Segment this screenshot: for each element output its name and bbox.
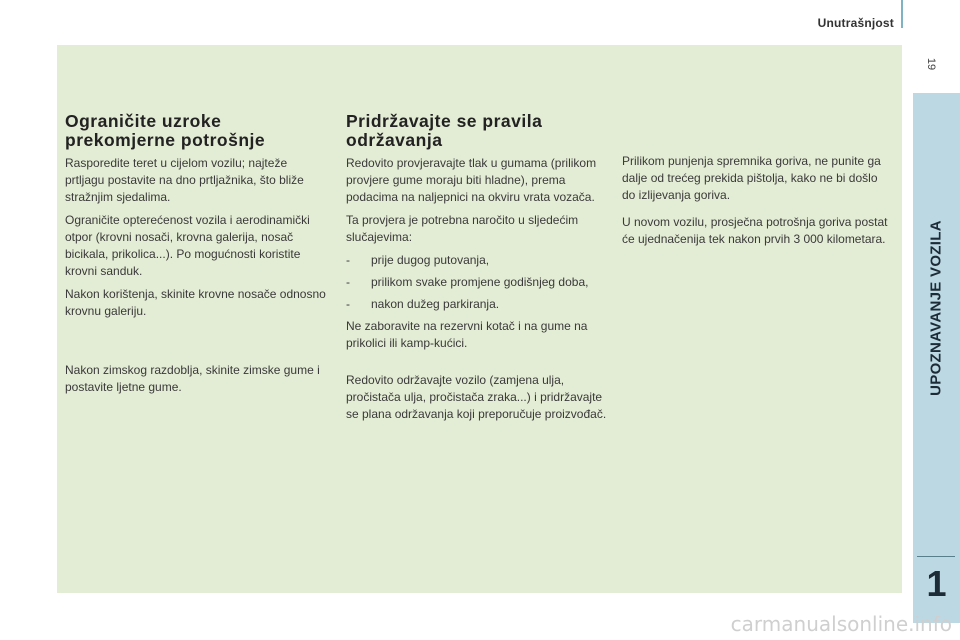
chapter-number: 1	[926, 563, 947, 604]
chapter-divider	[917, 556, 955, 557]
list-item: - prije dugog putovanja,	[346, 253, 490, 267]
heading-consumption: Ograničite uzroke prekomjerne potrošnje	[65, 111, 266, 150]
column-fuel	[622, 153, 890, 254]
list-item: - nakon dužeg parkiranja.	[346, 297, 500, 311]
paragraph-check-cases: Ta provjera je potrebna naročito u sljedećim slučajevima:	[346, 213, 579, 244]
section-title: Unutrašnjost	[817, 16, 894, 30]
paragraph-new-vehicle: U novom vozilu, prosječna potrošnja goriva postat će ujednačenija tek nakon prvih 3 000 kilometara.	[622, 215, 888, 246]
chapter-title: UPOZNAVANJE VOZILA	[927, 220, 945, 396]
dash-list	[346, 252, 614, 313]
paragraph-tyre-pressure: Redovito provjeravajte tlak u gumama (prilikom provjere gume moraju biti hladne), prema podacima na naljepnici na okviru vrata vozača.	[346, 156, 597, 204]
header-divider	[901, 0, 903, 28]
heading-maintenance: Pridržavajte se pravila održavanja	[346, 111, 543, 150]
paragraph-service: Redovito održavajte vozilo (zamjena ulja, pročistača ulja, pročistača zraka...) i pridržavajte se plana održavanja koji preporučuje proizvođač.	[346, 373, 607, 421]
paragraph-refuelling: Prilikom punjenja spremnika goriva, ne punite ga dalje od trećeg prekida pištolja, kako ne bi došlo do izlijevanja goriva.	[622, 154, 881, 202]
paragraph-spare-wheel: Ne zaboravite na rezervni kotač i na gume na prikolici ili kamp-kućici.	[346, 319, 588, 350]
chapter-side-tab	[913, 93, 960, 623]
watermark: carmanualsonline.info	[730, 612, 952, 636]
paragraph-aerodynamics: Ograničite opterećenost vozila i aerodinamički otpor (krovni nosači, krovna galerija, nosač bicikala, prikolica...). Po mogućnosti koristite krovni sanduk.	[65, 213, 310, 278]
paragraph-load: Rasporedite teret u cijelom vozilu; najteže prtljagu postavite na dno prtljažnika, što bliže stražnjim sjedalima.	[65, 156, 304, 204]
page-number: 19	[925, 57, 937, 71]
paragraph-tyres-season: Nakon zimskog razdoblja, skinite zimske gume i postavite ljetne gume.	[65, 363, 320, 394]
column-consumption	[65, 112, 327, 402]
list-item: - prilikom svake promjene godišnjeg doba,	[346, 275, 589, 289]
paragraph-roof-racks: Nakon korištenja, skinite krovne nosače odnosno krovnu galeriju.	[65, 287, 326, 318]
column-maintenance	[346, 112, 614, 429]
